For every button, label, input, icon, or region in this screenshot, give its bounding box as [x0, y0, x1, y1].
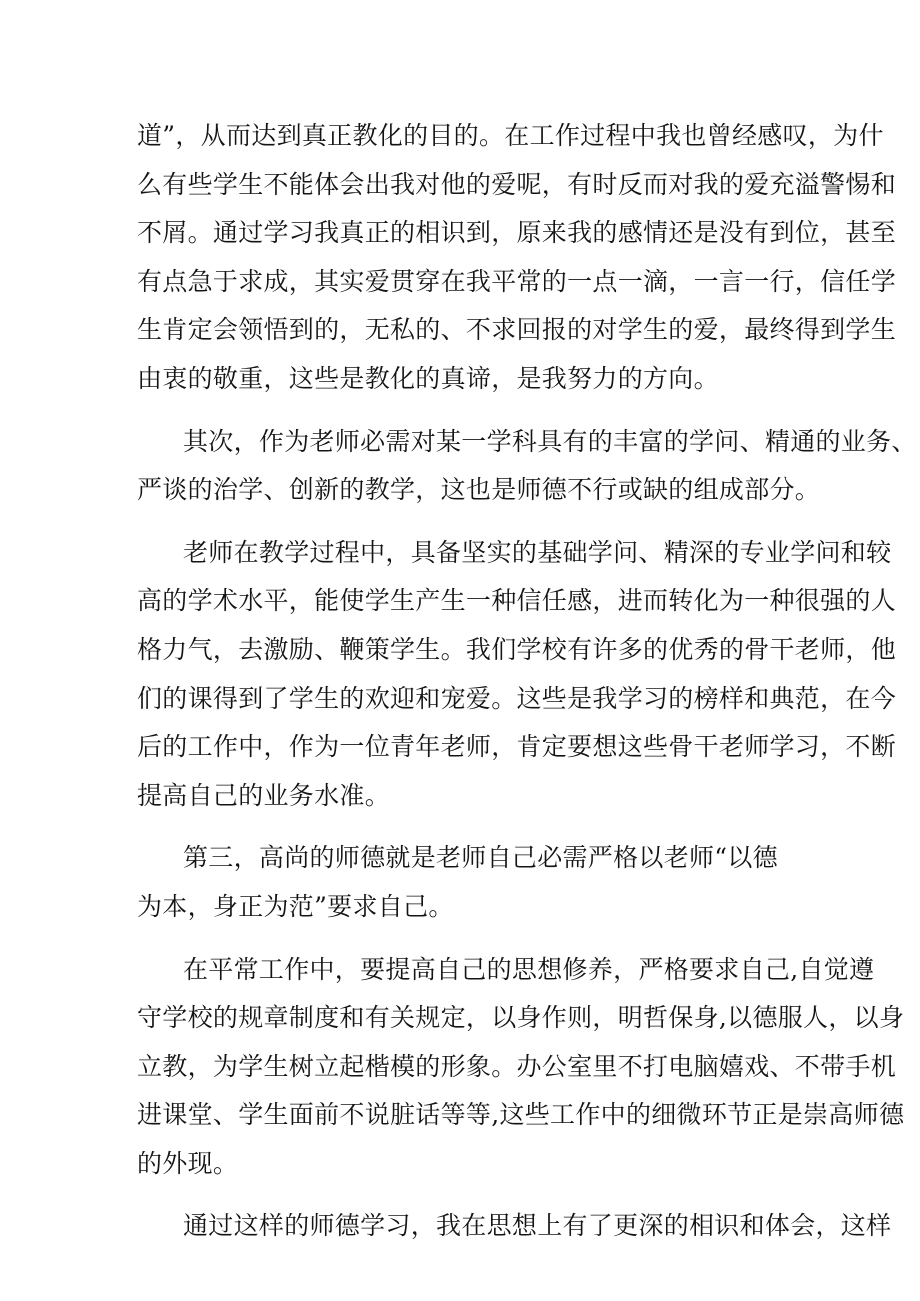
text-line: 格力气，去激励、鞭策学生。我们学校有许多的优秀的骨干老师，他: [137, 634, 897, 664]
text-line: 在平常工作中，要提高自己的思想修养，严格要求自己,自觉遵: [183, 954, 875, 984]
text-line: 立教，为学生树立起楷模的形象。办公室里不打电脑嬉戏、不带手机: [137, 1051, 897, 1081]
text-line: 由衷的敬重，这些是教化的真谛，是我努力的方向。: [137, 363, 719, 393]
paragraph-2: [137, 418, 917, 515]
paragraph-3: [137, 529, 897, 821]
text-line: 第三，高尚的师德就是老师自己必需严格以老师“以德: [183, 843, 778, 873]
text-line: 守学校的规章制度和有关规定，以身作则，明哲保身,以德服人，以身: [137, 1003, 905, 1033]
text-line: 们的课得到了学生的欢迎和宠爱。这些是我学习的榜样和典范，在今: [137, 683, 897, 713]
text-line: 提高自己的业务水准。: [137, 780, 391, 810]
text-line: 老师在教学过程中，具备坚实的基础学问、精深的专业学问和较: [183, 537, 892, 567]
text-line: 不屑。通过学习我真正的相识到，原来我的感情还是没有到位，甚至: [137, 218, 897, 248]
paragraph-5: [137, 946, 905, 1189]
text-line: 道”，从而达到真正教化的目的。在工作过程中我也曾经感叹，为什: [137, 121, 884, 150]
paragraph-4: [137, 834, 797, 931]
text-line: 么有些学生不能体会出我对他的爱呢，有时反而对我的爱充溢警惕和: [137, 169, 897, 199]
text-line: 进课堂、学生面前不说脏话等等,这些工作中的细微环节正是崇高师德: [137, 1100, 905, 1130]
paragraph-gap: [137, 404, 797, 418]
paragraph-gap: [137, 932, 797, 946]
text-line: 严谈的治学、创新的教学，这也是师德不行或缺的组成部分。: [137, 475, 821, 505]
text-line: 其次，作为老师必需对某一学科具有的丰富的学问、精通的业务、: [183, 426, 917, 456]
text-line: 后的工作中，作为一位青年老师，肯定要想这些骨干老师学习，不断: [137, 732, 897, 762]
paragraph-gap: [137, 515, 797, 529]
text-line: 生肯定会领悟到的，无私的、不求回报的对学生的爱，最终得到学生: [137, 315, 897, 345]
paragraph-gap: [137, 820, 797, 834]
text-line: 有点急于求成，其实爱贯穿在我平常的一点一滴，一言一行，信任学: [137, 266, 897, 296]
paragraph-1: [137, 112, 897, 404]
text-line: 为本，身正为范”要求自己。: [137, 891, 454, 921]
text-line: 的外现。: [137, 1148, 239, 1178]
text-line: 通过这样的师德学习，我在思想上有了更深的相识和体会，这样: [183, 1211, 892, 1241]
text-line: 高的学术水平，能使学生产生一种信任感，进而转化为一种很强的人: [137, 586, 897, 616]
paragraph-6: [137, 1202, 892, 1251]
paragraph-gap: [137, 1188, 797, 1202]
document-body: [137, 112, 917, 1251]
